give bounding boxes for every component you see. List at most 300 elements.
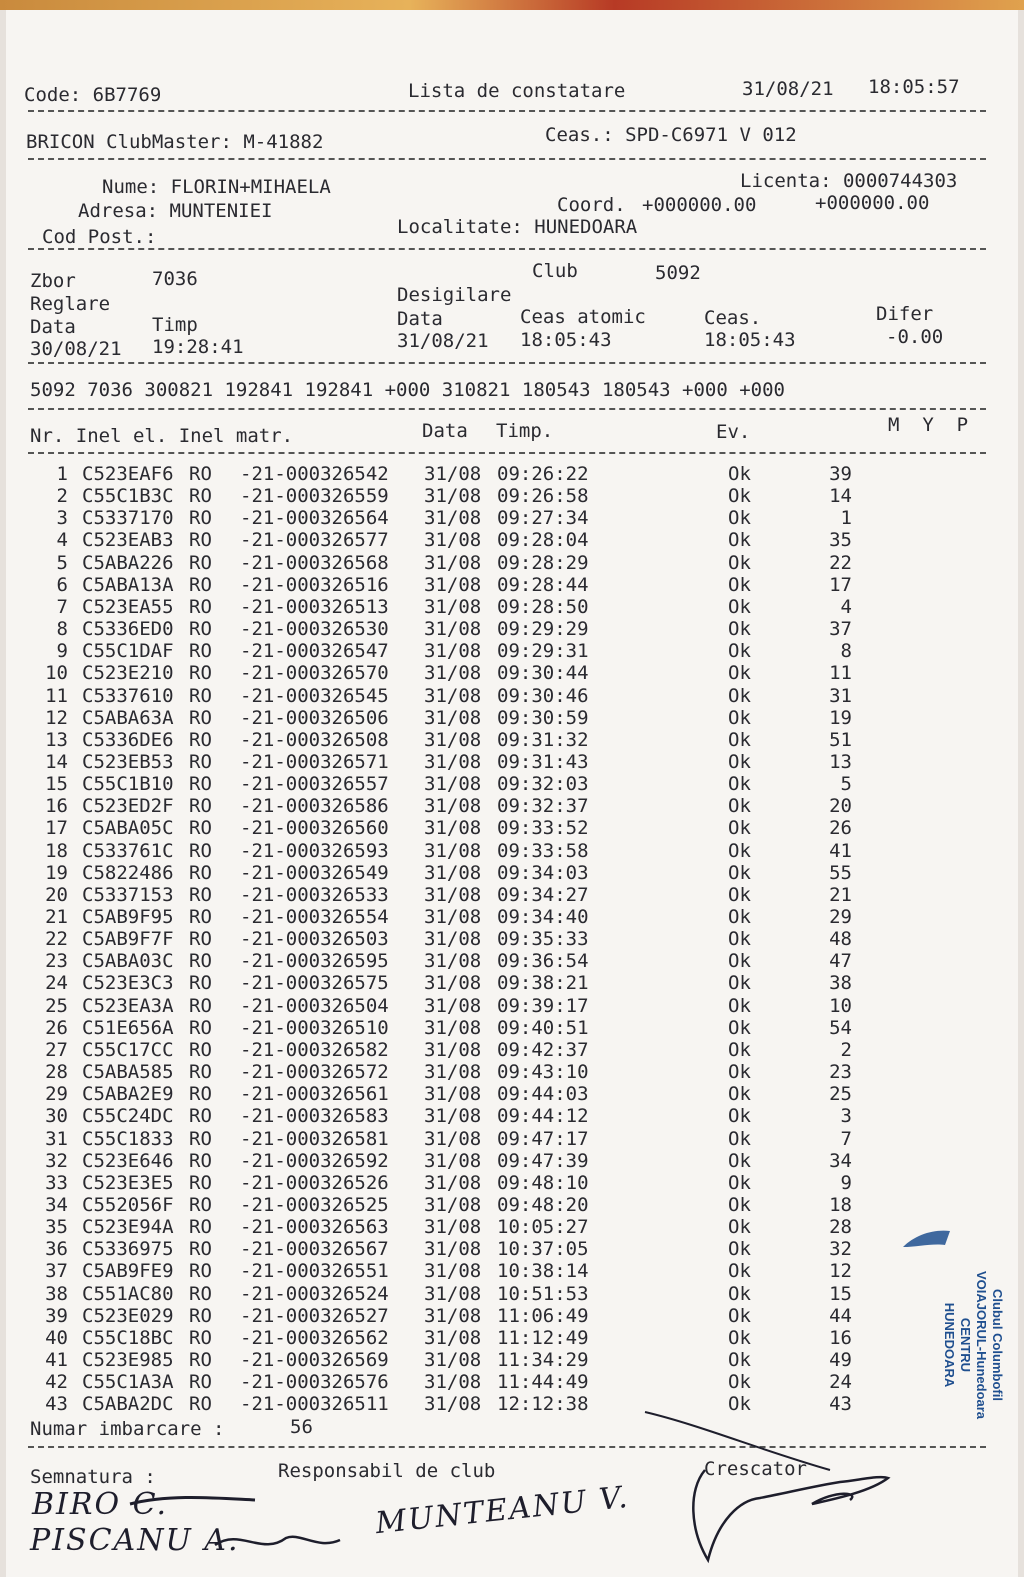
ring-number: -21-000326564 bbox=[240, 507, 389, 530]
arrival-date: 31/08 bbox=[424, 1149, 482, 1172]
table-header-time: Timp. bbox=[496, 420, 554, 442]
arrival-time: 09:47:17 bbox=[497, 1127, 589, 1150]
row-number: 2 bbox=[56, 485, 68, 508]
stamp-line3: CENTRU bbox=[958, 1317, 973, 1373]
placement: 3 bbox=[840, 1105, 852, 1128]
arrival-date: 31/08 bbox=[424, 1326, 482, 1349]
ring-number: -21-000326545 bbox=[240, 684, 389, 707]
row-number: 30 bbox=[45, 1105, 68, 1128]
arrival-date: 31/08 bbox=[424, 1127, 482, 1150]
ring-number: -21-000326595 bbox=[240, 950, 389, 973]
reglare-label: Reglare bbox=[30, 293, 111, 315]
arrival-time: 09:30:44 bbox=[497, 662, 589, 685]
event-status: Ok bbox=[728, 507, 751, 530]
electronic-ring: C5336975 bbox=[82, 1238, 174, 1261]
coord-label: Coord. bbox=[557, 194, 626, 216]
arrival-date: 31/08 bbox=[424, 773, 482, 796]
country-code: RO bbox=[189, 507, 212, 530]
placement: 13 bbox=[829, 750, 852, 773]
country-code: RO bbox=[189, 706, 212, 729]
placement: 11 bbox=[829, 662, 852, 685]
arrival-date: 31/08 bbox=[424, 1061, 482, 1084]
ring-number: -21-000326525 bbox=[240, 1193, 389, 1216]
row-number: 31 bbox=[45, 1127, 68, 1150]
row-number: 27 bbox=[45, 1038, 68, 1061]
ring-number: -21-000326503 bbox=[240, 928, 389, 951]
electronic-ring: C5337170 bbox=[82, 507, 174, 530]
owner-name: Nume: FLORIN+MIHAELA bbox=[102, 176, 331, 198]
ring-number: -21-000326571 bbox=[240, 750, 389, 773]
arrival-date: 31/08 bbox=[424, 573, 482, 596]
stamp-line1: Clubul Columbofil bbox=[990, 1289, 1005, 1401]
placement: 9 bbox=[840, 1171, 852, 1194]
table-header-event: Ev. bbox=[716, 421, 751, 443]
arrival-date: 31/08 bbox=[424, 994, 482, 1017]
row-number: 14 bbox=[45, 750, 68, 773]
ring-number: -21-000326526 bbox=[240, 1171, 389, 1194]
event-status: Ok bbox=[728, 1083, 751, 1106]
arrival-date: 31/08 bbox=[424, 1216, 482, 1239]
electronic-ring: C523E210 bbox=[82, 662, 174, 685]
signature-stroke bbox=[215, 1537, 340, 1545]
row-number: 36 bbox=[45, 1238, 68, 1261]
row-number: 5 bbox=[56, 551, 68, 574]
row-number: 42 bbox=[45, 1371, 68, 1394]
row-number: 7 bbox=[56, 595, 68, 618]
arrival-time: 09:43:10 bbox=[497, 1061, 589, 1084]
arrival-date: 31/08 bbox=[424, 595, 482, 618]
locality: Localitate: HUNEDOARA bbox=[397, 216, 638, 238]
placement: 15 bbox=[829, 1282, 852, 1305]
placement: 49 bbox=[829, 1349, 852, 1371]
country-code: RO bbox=[189, 817, 212, 840]
row-number: 24 bbox=[45, 972, 68, 995]
country-code: RO bbox=[189, 1016, 212, 1039]
country-code: RO bbox=[189, 994, 212, 1017]
atomic-clock-label: Ceas atomic bbox=[520, 306, 646, 328]
arrival-time: 09:31:32 bbox=[497, 728, 589, 751]
club-stamp bbox=[895, 1225, 1005, 1425]
arrival-time: 10:51:53 bbox=[497, 1282, 589, 1305]
country-code: RO bbox=[189, 1193, 212, 1216]
placement: 35 bbox=[829, 529, 852, 552]
electronic-ring: C5336ED0 bbox=[82, 618, 174, 641]
placement: 19 bbox=[829, 706, 852, 729]
placement: 28 bbox=[829, 1216, 852, 1239]
placement: 24 bbox=[829, 1371, 852, 1394]
ring-number: -21-000326583 bbox=[240, 1105, 389, 1128]
placement: 51 bbox=[829, 728, 852, 751]
arrival-time: 09:34:03 bbox=[497, 861, 589, 884]
arrival-date: 31/08 bbox=[424, 950, 482, 973]
arrival-time: 11:34:29 bbox=[497, 1349, 589, 1371]
electronic-ring: C55C1833 bbox=[82, 1127, 174, 1150]
country-code: RO bbox=[189, 463, 212, 485]
arrival-time: 09:42:37 bbox=[497, 1038, 589, 1061]
arrival-date: 31/08 bbox=[424, 640, 482, 663]
ring-number: -21-000326559 bbox=[240, 485, 389, 508]
row-number: 12 bbox=[45, 706, 68, 729]
country-code: RO bbox=[189, 728, 212, 751]
row-number: 4 bbox=[56, 529, 68, 552]
reglare-time: 19:28:41 bbox=[152, 336, 244, 358]
placement: 2 bbox=[840, 1038, 852, 1061]
arrival-time: 09:32:03 bbox=[497, 773, 589, 796]
row-number: 39 bbox=[45, 1304, 68, 1327]
arrival-date: 31/08 bbox=[424, 1260, 482, 1283]
arrival-date: 31/08 bbox=[424, 507, 482, 530]
ring-number: -21-000326562 bbox=[240, 1326, 389, 1349]
placement: 7 bbox=[840, 1127, 852, 1150]
signature-stroke bbox=[645, 1412, 830, 1470]
electronic-ring: C5337610 bbox=[82, 684, 174, 707]
arrival-time: 09:33:58 bbox=[497, 839, 589, 862]
electronic-ring: C5337153 bbox=[82, 883, 174, 906]
ring-number: -21-000326569 bbox=[240, 1349, 389, 1371]
arrival-date: 31/08 bbox=[424, 728, 482, 751]
placement: 16 bbox=[829, 1326, 852, 1349]
ring-number: -21-000326516 bbox=[240, 573, 389, 596]
placement: 34 bbox=[829, 1149, 852, 1172]
arrival-date: 31/08 bbox=[424, 861, 482, 884]
arrival-time: 09:28:44 bbox=[497, 573, 589, 596]
flight-number: 7036 bbox=[152, 268, 198, 290]
arrival-time: 09:26:22 bbox=[497, 463, 589, 485]
arrival-time: 09:48:20 bbox=[497, 1193, 589, 1216]
country-code: RO bbox=[189, 595, 212, 618]
placement: 48 bbox=[829, 928, 852, 951]
ring-number: -21-000326567 bbox=[240, 1238, 389, 1261]
arrival-date: 31/08 bbox=[424, 463, 482, 485]
electronic-ring: C5ABA05C bbox=[82, 817, 174, 840]
arrival-time: 09:28:04 bbox=[497, 529, 589, 552]
row-number: 33 bbox=[45, 1171, 68, 1194]
row-number: 22 bbox=[45, 928, 68, 951]
ring-number: -21-000326554 bbox=[240, 906, 389, 928]
row-number: 15 bbox=[45, 773, 68, 796]
electronic-ring: C55C1B3C bbox=[82, 485, 174, 508]
electronic-ring: C523E94A bbox=[82, 1216, 174, 1239]
placement: 43 bbox=[829, 1393, 852, 1416]
arrival-time: 09:36:54 bbox=[497, 950, 589, 973]
event-status: Ok bbox=[728, 1216, 751, 1239]
ring-number: -21-000326557 bbox=[240, 773, 389, 796]
arrival-time: 09:28:29 bbox=[497, 551, 589, 574]
arrival-time: 09:28:50 bbox=[497, 595, 589, 618]
ring-number: -21-000326513 bbox=[240, 595, 389, 618]
event-status: Ok bbox=[728, 1061, 751, 1084]
electronic-ring: C5822486 bbox=[82, 861, 174, 884]
ring-number: -21-000326576 bbox=[240, 1371, 389, 1394]
ring-number: -21-000326527 bbox=[240, 1304, 389, 1327]
country-code: RO bbox=[189, 1105, 212, 1128]
electronic-ring: C523EA3A bbox=[82, 994, 174, 1017]
reglare-timp-label: Timp bbox=[152, 314, 198, 336]
country-code: RO bbox=[189, 1282, 212, 1305]
event-status: Ok bbox=[728, 684, 751, 707]
arrival-date: 31/08 bbox=[424, 1393, 482, 1416]
arrival-time: 09:34:40 bbox=[497, 906, 589, 928]
arrival-date: 31/08 bbox=[424, 1171, 482, 1194]
arrival-date: 31/08 bbox=[424, 1238, 482, 1261]
country-code: RO bbox=[189, 485, 212, 508]
arrival-date: 31/08 bbox=[424, 750, 482, 773]
event-status: Ok bbox=[728, 839, 751, 862]
owner-address: Adresa: MUNTENIEI bbox=[78, 200, 273, 222]
coord-y: +000000.00 bbox=[815, 192, 930, 214]
arrival-date: 31/08 bbox=[424, 1193, 482, 1216]
ring-number: -21-000326551 bbox=[240, 1260, 389, 1283]
desig-data-label: Data bbox=[397, 308, 443, 330]
row-number: 38 bbox=[45, 1282, 68, 1305]
arrival-date: 31/08 bbox=[424, 1371, 482, 1394]
arrival-date: 31/08 bbox=[424, 618, 482, 641]
event-status: Ok bbox=[728, 728, 751, 751]
electronic-ring: C55C1DAF bbox=[82, 640, 174, 663]
row-number: 13 bbox=[45, 728, 68, 751]
boarding-count-label: Numar imbarcare : bbox=[30, 1418, 225, 1440]
ring-number: -21-000326568 bbox=[240, 551, 389, 574]
arrival-date: 31/08 bbox=[424, 839, 482, 862]
row-number: 37 bbox=[45, 1260, 68, 1283]
ring-number: -21-000326593 bbox=[240, 839, 389, 862]
row-number: 28 bbox=[45, 1061, 68, 1084]
electronic-ring: C5AB9FE9 bbox=[82, 1260, 174, 1283]
summary-line: 5092 7036 300821 192841 192841 +000 310821 180543 180543 +000 +000 bbox=[30, 379, 785, 401]
electronic-ring: C5ABA2E9 bbox=[82, 1083, 174, 1106]
electronic-ring: C55C24DC bbox=[82, 1105, 174, 1128]
ring-number: -21-000326577 bbox=[240, 529, 389, 552]
event-status: Ok bbox=[728, 662, 751, 685]
ring-number: -21-000326504 bbox=[240, 994, 389, 1017]
clock-id: Ceas.: SPD-C6971 V 012 bbox=[545, 124, 797, 146]
arrival-date: 31/08 bbox=[424, 529, 482, 552]
arrival-time: 09:31:43 bbox=[497, 750, 589, 773]
arrival-time: 10:38:14 bbox=[497, 1260, 589, 1283]
country-code: RO bbox=[189, 684, 212, 707]
ring-number: -21-000326560 bbox=[240, 817, 389, 840]
arrival-time: 09:34:27 bbox=[497, 883, 589, 906]
row-number: 3 bbox=[56, 507, 68, 530]
placement: 54 bbox=[829, 1016, 852, 1039]
event-status: Ok bbox=[728, 972, 751, 995]
desig-clock-time: 18:05:43 bbox=[704, 329, 796, 351]
licence-number: Licenta: 0000744303 bbox=[740, 170, 958, 192]
event-status: Ok bbox=[728, 1282, 751, 1305]
arrival-time: 09:30:59 bbox=[497, 706, 589, 729]
placement: 14 bbox=[829, 485, 852, 508]
placement: 47 bbox=[829, 950, 852, 973]
electronic-ring: C5ABA585 bbox=[82, 1061, 174, 1084]
arrival-date: 31/08 bbox=[424, 795, 482, 818]
electronic-ring: C5ABA63A bbox=[82, 706, 174, 729]
electronic-ring: C5AB9F95 bbox=[82, 906, 174, 928]
arrival-time: 09:48:10 bbox=[497, 1171, 589, 1194]
desig-date: 31/08/21 bbox=[397, 330, 489, 352]
placement: 8 bbox=[840, 640, 852, 663]
ring-number: -21-000326510 bbox=[240, 1016, 389, 1039]
arrival-time: 10:37:05 bbox=[497, 1238, 589, 1261]
arrival-date: 31/08 bbox=[424, 817, 482, 840]
row-number: 8 bbox=[56, 618, 68, 641]
country-code: RO bbox=[189, 839, 212, 862]
ring-number: -21-000326506 bbox=[240, 706, 389, 729]
electronic-ring: C523EAF6 bbox=[82, 463, 174, 485]
postal-code: Cod Post.: bbox=[42, 226, 157, 248]
event-status: Ok bbox=[728, 994, 751, 1017]
stamp-line2: VOIAJORUL-Hunedoara bbox=[974, 1270, 989, 1420]
electronic-ring: C523ED2F bbox=[82, 795, 174, 818]
ring-number: -21-000326581 bbox=[240, 1127, 389, 1150]
difference-value: -0.00 bbox=[886, 326, 944, 348]
arrival-date: 31/08 bbox=[424, 485, 482, 508]
row-number: 17 bbox=[45, 817, 68, 840]
placement: 1 bbox=[840, 507, 852, 530]
arrival-date: 31/08 bbox=[424, 883, 482, 906]
row-number: 21 bbox=[45, 906, 68, 928]
arrival-date: 31/08 bbox=[424, 1016, 482, 1039]
electronic-ring: C51E656A bbox=[82, 1016, 174, 1039]
reglare-date: 30/08/21 bbox=[30, 338, 122, 360]
arrival-time: 12:12:38 bbox=[497, 1393, 589, 1416]
ring-number: -21-000326530 bbox=[240, 618, 389, 641]
arrival-time: 09:44:03 bbox=[497, 1083, 589, 1106]
country-code: RO bbox=[189, 1171, 212, 1194]
event-status: Ok bbox=[728, 1149, 751, 1172]
arrival-date: 31/08 bbox=[424, 972, 482, 995]
country-code: RO bbox=[189, 1326, 212, 1349]
placement: 29 bbox=[829, 906, 852, 928]
electronic-ring: C523E029 bbox=[82, 1304, 174, 1327]
row-number: 29 bbox=[45, 1083, 68, 1106]
arrival-time: 09:32:37 bbox=[497, 795, 589, 818]
arrival-time: 11:06:49 bbox=[497, 1304, 589, 1327]
row-number: 43 bbox=[45, 1393, 68, 1416]
arrival-date: 31/08 bbox=[424, 551, 482, 574]
row-number: 32 bbox=[45, 1149, 68, 1172]
placement: 41 bbox=[829, 839, 852, 862]
event-status: Ok bbox=[728, 750, 751, 773]
placement: 23 bbox=[829, 1061, 852, 1084]
arrival-date: 31/08 bbox=[424, 706, 482, 729]
arrival-time: 09:30:46 bbox=[497, 684, 589, 707]
row-number: 18 bbox=[45, 839, 68, 862]
arrival-date: 31/08 bbox=[424, 684, 482, 707]
arrival-date: 31/08 bbox=[424, 928, 482, 951]
event-status: Ok bbox=[728, 1105, 751, 1128]
electronic-ring: C523EB53 bbox=[82, 750, 174, 773]
event-status: Ok bbox=[728, 551, 751, 574]
ring-number: -21-000326575 bbox=[240, 972, 389, 995]
electronic-ring: C5ABA13A bbox=[82, 573, 174, 596]
row-number: 26 bbox=[45, 1016, 68, 1039]
event-status: Ok bbox=[728, 1238, 751, 1261]
ring-number: -21-000326586 bbox=[240, 795, 389, 818]
flight-label: Zbor bbox=[30, 270, 76, 292]
placement: 26 bbox=[829, 817, 852, 840]
event-status: Ok bbox=[728, 817, 751, 840]
ring-number: -21-000326563 bbox=[240, 1216, 389, 1239]
placement: 18 bbox=[829, 1193, 852, 1216]
ring-number: -21-000326547 bbox=[240, 640, 389, 663]
club-label: Club bbox=[532, 260, 578, 282]
country-code: RO bbox=[189, 1260, 212, 1283]
country-code: RO bbox=[189, 928, 212, 951]
ring-number: -21-000326572 bbox=[240, 1061, 389, 1084]
signature-stroke bbox=[693, 1470, 888, 1560]
row-number: 9 bbox=[56, 640, 68, 663]
row-number: 23 bbox=[45, 950, 68, 973]
electronic-ring: C523E646 bbox=[82, 1149, 174, 1172]
arrival-time: 10:05:27 bbox=[497, 1216, 589, 1239]
row-number: 35 bbox=[45, 1216, 68, 1239]
header-time: 18:05:57 bbox=[868, 76, 960, 98]
country-code: RO bbox=[189, 1393, 212, 1416]
electronic-ring: C55C17CC bbox=[82, 1038, 174, 1061]
arrival-date: 31/08 bbox=[424, 1349, 482, 1371]
arrival-time: 09:39:17 bbox=[497, 994, 589, 1017]
ring-number: -21-000326570 bbox=[240, 662, 389, 685]
club-responsible-label: Responsabil de club bbox=[278, 1460, 496, 1482]
stamp-text-block bbox=[925, 1245, 1005, 1445]
electronic-ring: C5ABA226 bbox=[82, 551, 174, 574]
country-code: RO bbox=[189, 906, 212, 928]
row-number: 19 bbox=[45, 861, 68, 884]
electronic-ring: C523EA55 bbox=[82, 595, 174, 618]
placement: 10 bbox=[829, 994, 852, 1017]
row-number: 25 bbox=[45, 994, 68, 1017]
event-status: Ok bbox=[728, 906, 751, 928]
placement: 32 bbox=[829, 1238, 852, 1261]
stamp-line4: HUNEDOARA bbox=[942, 1302, 957, 1388]
clubmaster-label: BRICON ClubMaster: M-41882 bbox=[26, 131, 324, 153]
country-code: RO bbox=[189, 1371, 212, 1394]
arrival-date: 31/08 bbox=[424, 1282, 482, 1305]
country-code: RO bbox=[189, 1238, 212, 1261]
signature-piscanu: PISCANU A. bbox=[30, 1523, 240, 1558]
electronic-ring: C523E3E5 bbox=[82, 1171, 174, 1194]
electronic-ring: C552056F bbox=[82, 1193, 174, 1216]
country-code: RO bbox=[189, 1083, 212, 1106]
ring-number: -21-000326511 bbox=[240, 1393, 389, 1416]
event-status: Ok bbox=[728, 861, 751, 884]
arrival-date: 31/08 bbox=[424, 1083, 482, 1106]
electronic-ring: C551AC80 bbox=[82, 1282, 174, 1305]
electronic-ring: C55C18BC bbox=[82, 1326, 174, 1349]
event-status: Ok bbox=[728, 573, 751, 596]
arrival-time: 09:40:51 bbox=[497, 1016, 589, 1039]
placement: 22 bbox=[829, 551, 852, 574]
arrival-time: 09:35:33 bbox=[497, 928, 589, 951]
event-status: Ok bbox=[728, 773, 751, 796]
ring-number: -21-000326542 bbox=[240, 463, 389, 485]
reglare-data-label: Data bbox=[30, 316, 76, 338]
event-status: Ok bbox=[728, 1038, 751, 1061]
row-number: 40 bbox=[45, 1326, 68, 1349]
country-code: RO bbox=[189, 551, 212, 574]
row-number: 41 bbox=[45, 1349, 68, 1371]
table-header-date: Data bbox=[422, 420, 468, 442]
placement: 20 bbox=[829, 795, 852, 818]
country-code: RO bbox=[189, 618, 212, 641]
event-status: Ok bbox=[728, 950, 751, 973]
arrival-time: 09:26:58 bbox=[497, 485, 589, 508]
arrival-date: 31/08 bbox=[424, 662, 482, 685]
desigilare-label: Desigilare bbox=[397, 284, 512, 306]
row-number: 11 bbox=[45, 684, 68, 707]
row-number: 16 bbox=[45, 795, 68, 818]
country-code: RO bbox=[189, 662, 212, 685]
